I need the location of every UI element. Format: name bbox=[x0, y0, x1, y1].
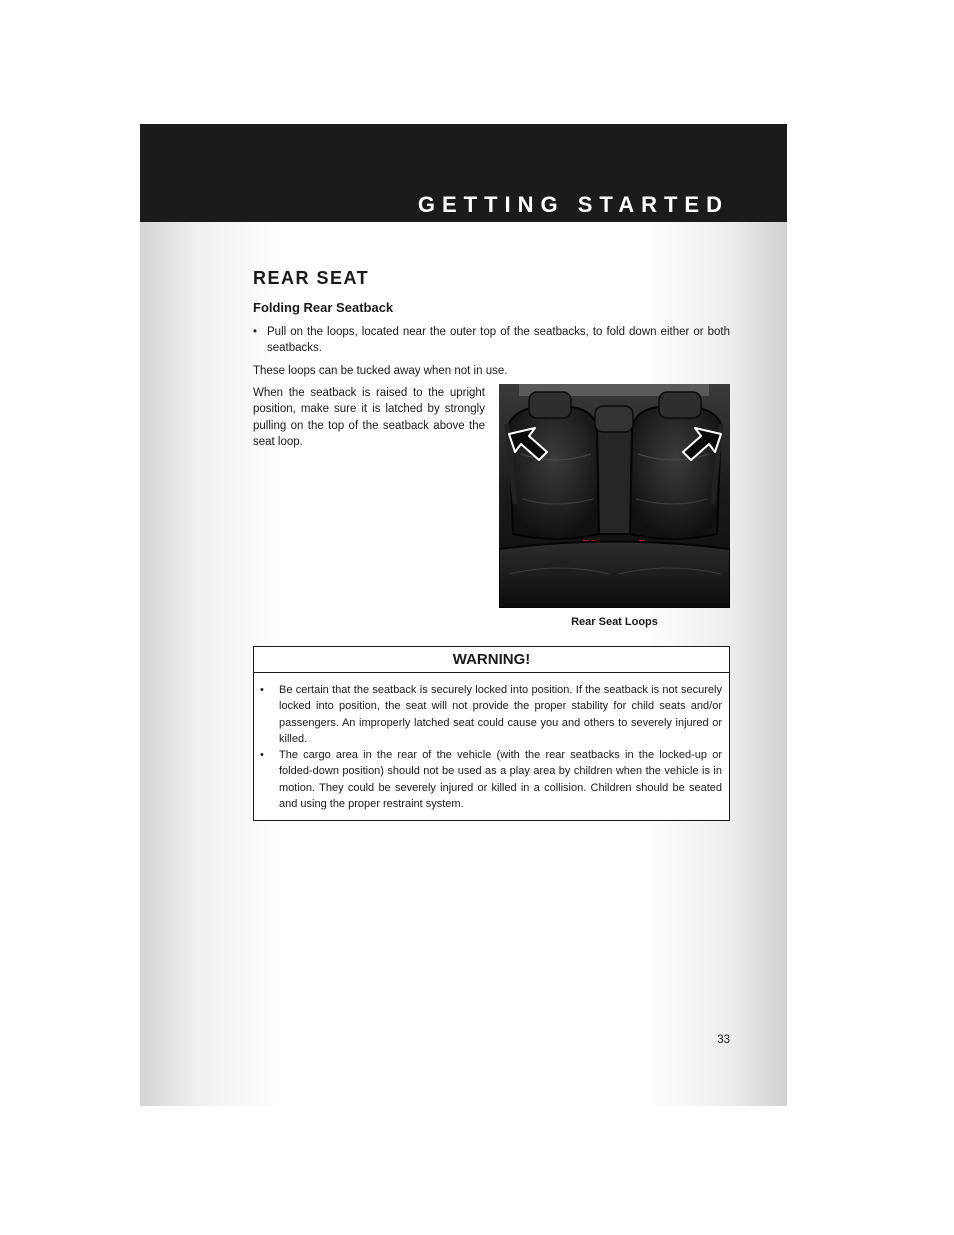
bullet-icon: • bbox=[260, 749, 264, 762]
left-seatback bbox=[509, 406, 599, 539]
warning-list bbox=[260, 682, 722, 812]
bullet-icon: • bbox=[253, 326, 258, 338]
rear-seat-photo bbox=[499, 384, 730, 608]
seat-cushion bbox=[499, 542, 730, 609]
section-title: GETTING STARTED bbox=[417, 192, 729, 217]
rear-seat-illustration bbox=[499, 384, 730, 608]
paragraph-loops: These loops can be tucked away when not in use. bbox=[253, 365, 508, 377]
warning-item bbox=[260, 682, 722, 747]
warning-item-text: Be certain that the seatback is securely locked into position. If the seatback is not securely locked into position, the seat will not provide the proper stability for child seats and/or passengers. An improperly latched seat could cause you and others to severely injured or killed. bbox=[279, 684, 722, 745]
paragraph-upright: When the seatback is raised to the upright position, make sure it is latched by strongly pulling on the top of the seatback above the seat loop. bbox=[253, 387, 485, 448]
warning-title: WARNING! bbox=[254, 647, 729, 673]
instruction-bullet bbox=[253, 324, 730, 356]
warning-item bbox=[260, 747, 722, 812]
subheading: Folding Rear Seatback bbox=[253, 300, 394, 315]
page-number: 33 bbox=[717, 1034, 730, 1046]
figure-caption: Rear Seat Loops bbox=[571, 616, 658, 628]
header-band bbox=[140, 124, 787, 222]
warning-item-text: The cargo area in the rear of the vehicle (with the rear seatbacks in the locked-up or folded-down position) should not be used as a play area by children when the vehicle is in motion. They could be severely injured or killed in a collision. Children should be seated and using the proper restraint system. bbox=[279, 749, 722, 811]
manual-page bbox=[140, 124, 787, 1106]
warning-box bbox=[253, 646, 730, 821]
instruction-text: Pull on the loops, located near the outer top of the seatbacks, to fold down either or both seatbacks. bbox=[267, 326, 730, 354]
page-heading: REAR SEAT bbox=[253, 268, 370, 288]
right-seatback bbox=[630, 406, 721, 539]
bullet-icon: • bbox=[260, 684, 264, 696]
